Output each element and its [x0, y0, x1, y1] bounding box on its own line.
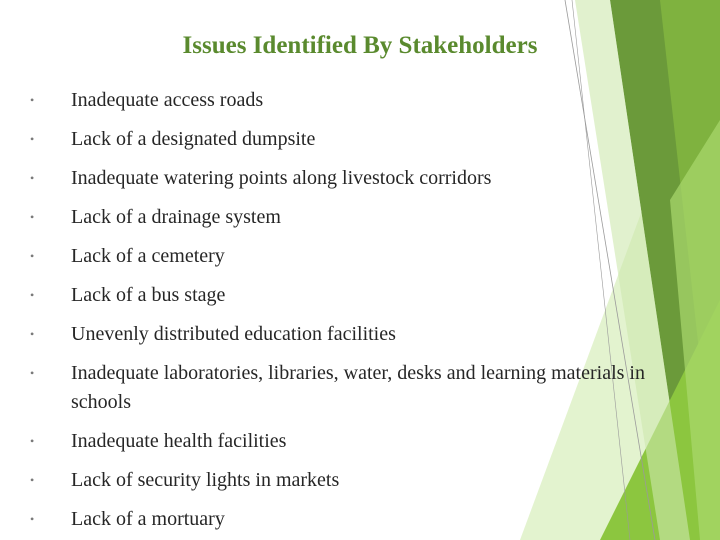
bullet-dot: • — [30, 473, 35, 487]
bullet-dot: • — [30, 210, 35, 224]
bullet-list — [30, 86, 670, 540]
bullet-item — [30, 466, 670, 495]
bullet-item — [30, 86, 670, 115]
bullet-item — [30, 359, 670, 417]
bullet-text: Lack of security lights in markets — [71, 469, 340, 491]
bullet-text: Inadequate watering points along livestock corridors — [71, 167, 492, 189]
bullet-item — [30, 203, 670, 232]
bullet-item — [30, 125, 670, 154]
bullet-dot: • — [30, 249, 35, 263]
bullet-item — [30, 505, 670, 534]
bullet-text: Lack of a drainage system — [71, 206, 281, 228]
bullet-text: Lack of a mortuary — [71, 508, 225, 530]
bullet-dot: • — [30, 288, 35, 302]
bullet-dot: • — [30, 512, 35, 526]
bullet-item — [30, 242, 670, 271]
bullet-text: Inadequate laboratories, libraries, water, desks and learning materials in schools — [71, 362, 645, 413]
bullet-item — [30, 320, 670, 349]
bullet-dot: • — [30, 171, 35, 185]
bullet-text: Lack of a bus stage — [71, 284, 226, 306]
bullet-dot: • — [30, 132, 35, 146]
bullet-dot: • — [30, 434, 35, 448]
bullet-item — [30, 281, 670, 310]
bullet-dot: • — [30, 366, 35, 380]
bullet-text: Inadequate access roads — [71, 89, 264, 111]
bullet-text: Lack of a cemetery — [71, 245, 225, 267]
bullet-dot: • — [30, 327, 35, 341]
bullet-text: Inadequate health facilities — [71, 430, 287, 452]
slide-title: Issues Identified By Stakeholders — [182, 32, 538, 59]
bullet-item — [30, 427, 670, 456]
bullet-item — [30, 164, 670, 193]
bullet-dot: • — [30, 93, 35, 107]
bullet-text: Lack of a designated dumpsite — [71, 128, 316, 150]
bullet-text: Unevenly distributed education facilities — [71, 323, 396, 345]
